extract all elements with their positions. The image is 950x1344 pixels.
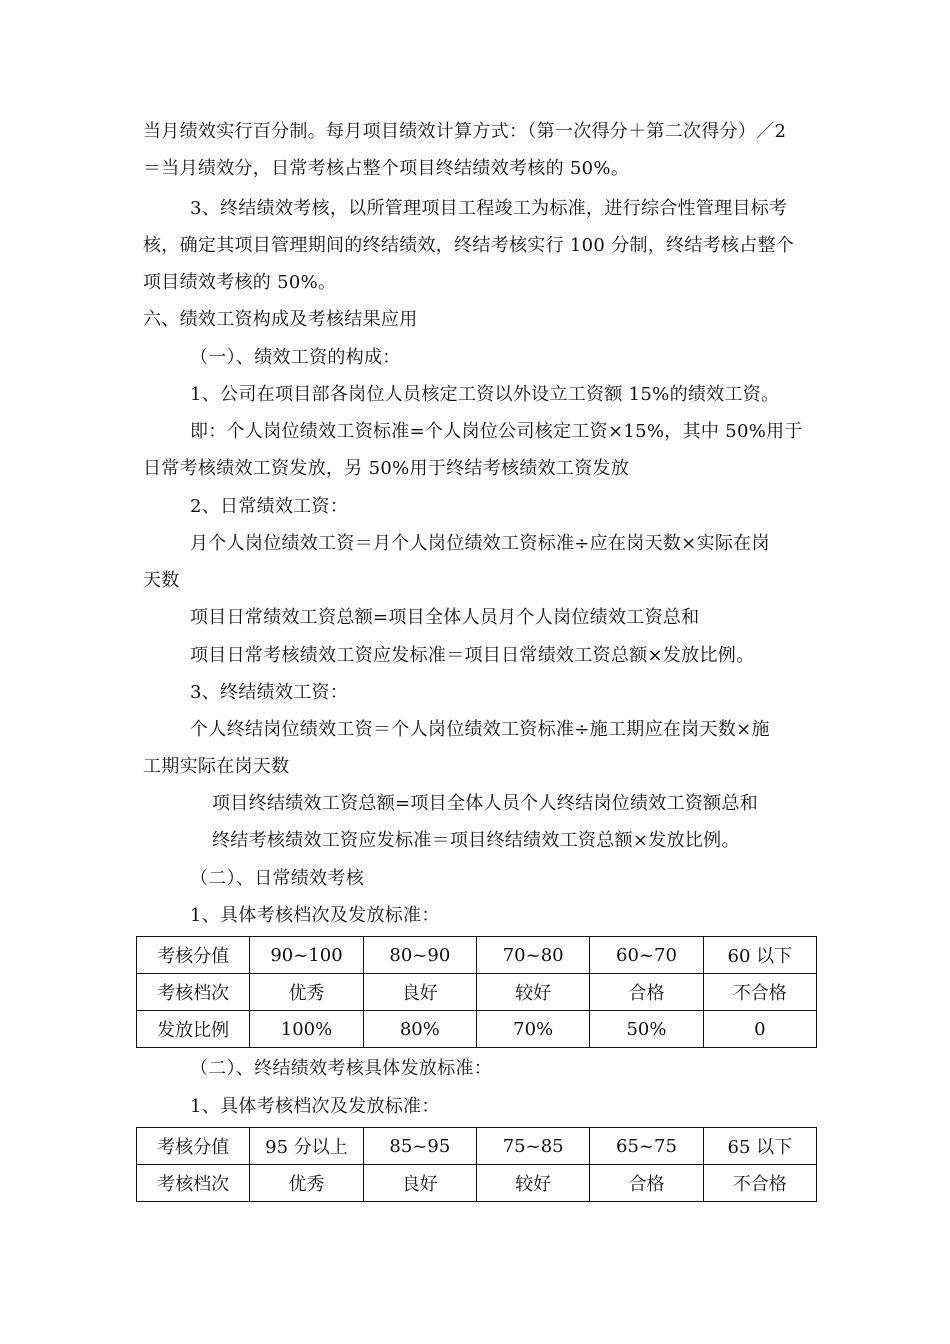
paragraph-line: 3、终结绩效考核，以所管理项目工程竣工为标准，进行综合性管理目标考 <box>190 198 788 219</box>
table-row <box>137 974 817 1011</box>
section-heading: 六、绩效工资构成及考核结果应用 <box>143 309 418 330</box>
paragraph-line: 工期实际在岗天数 <box>143 756 290 777</box>
paragraph-line: 项目绩效考核的 50%。 <box>143 272 337 293</box>
table-cell: 不合格 <box>703 974 816 1011</box>
paragraph-line: 1、公司在项目部各岗位人员核定工资以外设立工资额 15%的绩效工资。 <box>190 384 780 405</box>
table-cell: 90~100 <box>250 937 363 974</box>
paragraph-line: 即：个人岗位绩效工资标准=个人岗位公司核定工资×15%，其中 50%用于 <box>190 421 803 442</box>
table-row <box>137 937 817 974</box>
table-cell: 较好 <box>476 1165 589 1202</box>
paragraph-line: 1、具体考核档次及发放标准： <box>190 905 440 926</box>
paragraph-line: 当月绩效实行百分制。每月项目绩效计算方式：（第一次得分＋第二次得分）／2 <box>143 121 787 142</box>
paragraph-line: 2、日常绩效工资： <box>190 496 349 517</box>
table-cell: 考核分值 <box>137 937 250 974</box>
paragraph-line: 核，确定其项目管理期间的终结绩效，终结考核实行 100 分制，终结考核占整个 <box>143 235 795 256</box>
table-cell: 80~90 <box>363 937 476 974</box>
table-cell: 70% <box>476 1011 589 1048</box>
paragraph-line: 项目日常考核绩效工资应发标准＝项目日常绩效工资总额×发放比例。 <box>190 645 755 666</box>
paragraph-line: 1、具体考核档次及发放标准： <box>190 1096 440 1117</box>
paragraph-line: 日常考核绩效工资发放，另 50%用于终结考核绩效工资发放 <box>143 458 630 479</box>
table-cell: 不合格 <box>703 1165 816 1202</box>
table-cell: 考核档次 <box>137 974 250 1011</box>
daily-assessment-table <box>136 936 817 1048</box>
table-row <box>137 1128 817 1165</box>
subsection-heading: （二）、终结绩效考核具体发放标准： <box>190 1058 493 1079</box>
table-cell: 合格 <box>590 1165 703 1202</box>
table-cell: 发放比例 <box>137 1011 250 1048</box>
table-cell: 考核档次 <box>137 1165 250 1202</box>
table-cell: 60~70 <box>590 937 703 974</box>
paragraph-line: 月个人岗位绩效工资＝月个人岗位绩效工资标准÷应在岗天数×实际在岗 <box>190 533 770 554</box>
subsection-heading: （二）、日常绩效考核 <box>190 868 364 889</box>
table-cell: 60 以下 <box>703 937 816 974</box>
table-cell: 95 分以上 <box>250 1128 363 1165</box>
table-cell: 较好 <box>476 974 589 1011</box>
table-cell: 良好 <box>363 974 476 1011</box>
paragraph-line: ＝当月绩效分，日常考核占整个项目终结绩效考核的 50%。 <box>143 158 630 179</box>
table-cell: 优秀 <box>250 974 363 1011</box>
table-cell: 75~85 <box>476 1128 589 1165</box>
final-assessment-table <box>136 1127 817 1202</box>
paragraph-line: 天数 <box>143 570 180 591</box>
paragraph-line: 终结考核绩效工资应发标准＝项目终结绩效工资总额×发放比例。 <box>212 830 740 851</box>
table-cell: 优秀 <box>250 1165 363 1202</box>
table-cell: 65~75 <box>590 1128 703 1165</box>
table-cell: 70~80 <box>476 937 589 974</box>
paragraph-line: 项目终结绩效工资总额=项目全体人员个人终结岗位绩效工资额总和 <box>212 793 759 814</box>
table-cell: 合格 <box>590 974 703 1011</box>
table-cell: 考核分值 <box>137 1128 250 1165</box>
subsection-heading: （一）、绩效工资的构成： <box>190 347 401 368</box>
paragraph-line: 项目日常绩效工资总额=项目全体人员月个人岗位绩效工资总和 <box>190 607 700 628</box>
table-cell: 0 <box>703 1011 816 1048</box>
table-cell: 65 以下 <box>703 1128 816 1165</box>
table-cell: 良好 <box>363 1165 476 1202</box>
table-row <box>137 1011 817 1048</box>
table-cell: 50% <box>590 1011 703 1048</box>
table-cell: 100% <box>250 1011 363 1048</box>
table-cell: 85~95 <box>363 1128 476 1165</box>
paragraph-line: 3、终结绩效工资： <box>190 682 349 703</box>
paragraph-line: 个人终结岗位绩效工资＝个人岗位绩效工资标准÷施工期应在岗天数×施 <box>190 719 770 740</box>
table-row <box>137 1165 817 1202</box>
table-cell: 80% <box>363 1011 476 1048</box>
